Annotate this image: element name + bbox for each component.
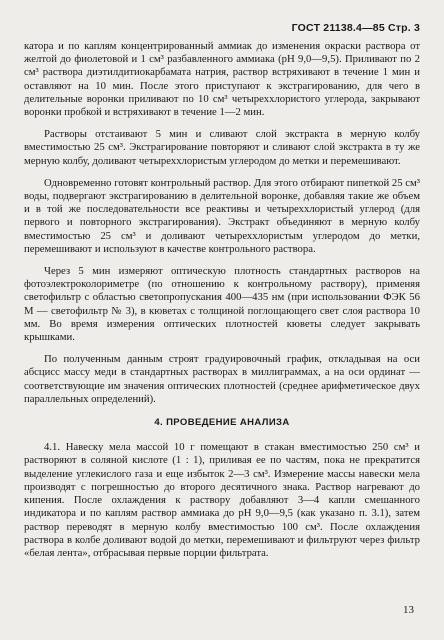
paragraph-control-solution: Одновременно готовят контрольный раствор. Для этого отбирают пипеткой 25 см³ воды, подвергают экстрагированию в делительной воронке, добавляя такие же объем и в той же последовательности все реактивы и четыреххлористый углерод (для первого и повторного экстрагирования). Экстракт объединяют в мерную колбу вместимостью 25 см³ и доливают четыреххлористым углеродом до метки, перемешивают и используют в качестве контрольного раствора. — [24, 176, 420, 255]
section-title: 4. ПРОВЕДЕНИЕ АНАЛИЗА — [154, 417, 290, 429]
document-body — [24, 40, 420, 569]
page-header: ГОСТ 21138.4—85 Стр. 3 — [291, 22, 420, 34]
page-number: 13 — [403, 604, 414, 616]
paragraph-settling: Растворы отстаивают 5 мин и сливают слой экстракта в мерную колбу вместимостью 25 см³. Экстрагирование повторяют и сливают слой экстракта в ту же мерную колбу, доливают четыреххлористым углеродом до метки и перемешивают. — [24, 128, 420, 167]
paragraph-optical-density: Через 5 мин измеряют оптическую плотность стандартных растворов на фотоэлектроколориметре (по отношению к контрольному раствору), применяя светофильтр с областью светопропускания 400—435 нм (при использовании ФЭК 56 М — светофильтр № 3), в кюветах с толщиной поглощающего свет слоя раствора 10 мм. Во время измерения оптических плотностей кюветы следует закрывать крышками. — [24, 265, 420, 344]
paragraph-4-1: 4.1. Навеску мела массой 10 г помещают в стакан вместимостью 250 см³ и растворяют в соляной кислоте (1 : 1), приливая ее по частям, пока не прекратится выделение углекислого газа и еще избыток 2—3 см³. Измерение массы навески мела производят с погрешностью до второго десятичного знака. Раствор нагревают до кипения. После охлаждения к раствору добавляют 3—4 капли смешанного индикатора и по каплям раствор аммиака до рН 9,0—9,5 (как указано п. 3.1), затем раствор переводят в мерную колбу вместимостью 100 см³. После охлаждения раствора в колбе доливают водой до метки, перемешивают и фильтруют через фильтр «белая лента», отбрасывая первые порции фильтрата. — [24, 441, 420, 559]
paragraph-calibration-graph: По полученным данным строят градуировочный график, откладывая на оси абсцисс массу меди в стандартных растворах в миллиграммах, а на оси ординат — соответствующие им значения оптических плотностей (среднее арифметическое двух параллельных определений). — [24, 353, 420, 405]
paragraph-continuation: катора и по каплям концентрированный аммиак до изменения окраски раствора от желтой до фиолетовой и 1 см³ разбавленного аммиака (рН 9,0—9,5). Приливают по 2 см³ раствора диэтилдитиокарбамата натрия, раствор встряхивают в течение 1 мин и оставляют на 10 мин. После этого приступают к экстрагированию, для чего в делительные воронки приливают по 10 см³ четыреххлористого углерода, закрывают воронки пробкой и встряхивают в течение 1—2 мин. — [24, 40, 420, 119]
